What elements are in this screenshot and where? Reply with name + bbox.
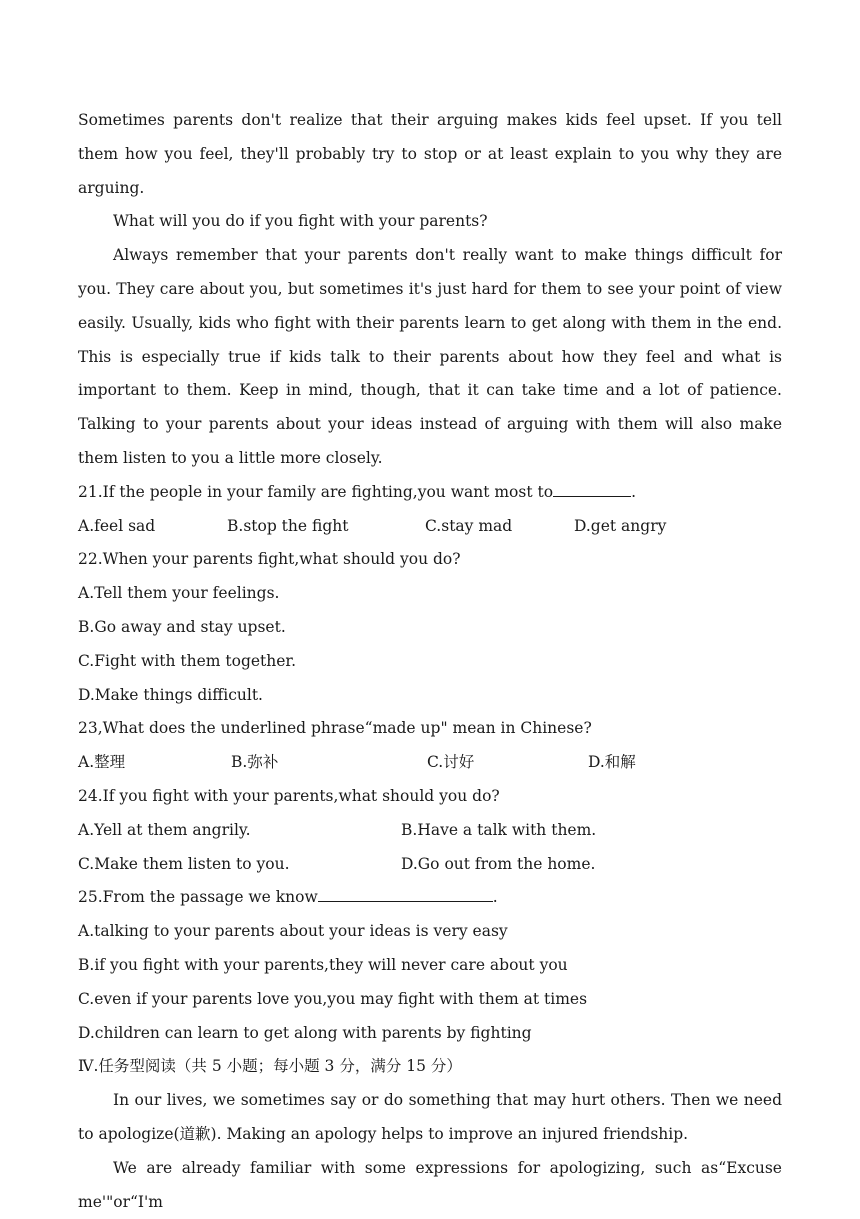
question-23-stem: 23,What does the underlined phrase“made up" mean in Chinese? — [78, 719, 592, 738]
question-23-options — [78, 746, 782, 780]
passage-paragraph-2: What will you do if you fight with your parents? — [113, 212, 488, 231]
option-24-a: A.Yell at them angrily. — [78, 820, 251, 839]
question-25 — [78, 881, 782, 915]
option-23-a: A.整理 — [78, 753, 126, 772]
passage-paragraph-3: Always remember that your parents don't really want to make things difficult for you. They care about you, but sometimes it's just hard for them to see your point of view easily. Usually, kids who fight with their parents learn to get along with them in the end. This is especially true if kids talk to their parents about how they feel and what is important to them. Keep in mind, though, that it can take time and a lot of patience. Talking to your parents about your ideas instead of arguing with them will also make them listen to you a little more closely. — [78, 246, 782, 467]
option-22-b: B.Go away and stay upset. — [78, 617, 286, 636]
option-23-d: D.和解 — [588, 753, 636, 772]
question-24-options-row-1 — [78, 814, 782, 848]
option-23-c: C.讨好 — [427, 753, 475, 772]
question-21-end: . — [631, 482, 636, 501]
section-4-heading: Ⅳ.任务型阅读（共 5 小题；每小题 3 分，满分 15 分） — [78, 1057, 462, 1076]
option-21-a: A.feel sad — [78, 516, 156, 535]
option-25-b: B.if you fight with your parents,they will never care about you — [78, 955, 568, 974]
option-21-b: B.stop the fight — [227, 516, 349, 535]
option-24-c: C.Make them listen to you. — [78, 854, 290, 873]
passage-paragraph-1: Sometimes parents don't realize that their arguing makes kids feel upset. If you tell them how you feel, they'll probably try to stop or at least explain to you why they are arguing. — [78, 111, 782, 197]
option-24-b: B.Have a talk with them. — [401, 820, 597, 839]
option-24-d: D.Go out from the home. — [401, 854, 596, 873]
option-22-d: D.Make things difficult. — [78, 685, 263, 704]
option-21-d: D.get angry — [574, 516, 667, 535]
question-25-stem: 25.From the passage we know — [78, 888, 318, 907]
question-24-stem: 24.If you fight with your parents,what should you do? — [78, 786, 500, 805]
option-21-c: C.stay mad — [425, 516, 513, 535]
option-25-d: D.children can learn to get along with parents by fighting — [78, 1023, 532, 1042]
question-21-stem: 21.If the people in your family are fighting,you want most to — [78, 482, 554, 501]
option-25-c: C.even if your parents love you,you may fight with them at times — [78, 989, 588, 1008]
answer-blank-21 — [553, 495, 631, 497]
question-24-options-row-2 — [78, 848, 782, 882]
document-page — [78, 104, 782, 1219]
section-4-paragraph-1: In our lives, we sometimes say or do something that may hurt others. Then we need to apologize(道歉). Making an apology helps to improve an injured friendship. — [78, 1091, 782, 1143]
option-25-a: A.talking to your parents about your ideas is very easy — [78, 922, 508, 941]
answer-blank-25 — [318, 900, 493, 902]
option-22-a: A.Tell them your feelings. — [78, 584, 280, 603]
section-4-paragraph-2: We are already familiar with some expressions for apologizing, such as“Excuse me'"or“I'm — [78, 1158, 782, 1211]
question-21 — [78, 476, 782, 510]
option-22-c: C.Fight with them together. — [78, 651, 297, 670]
question-22-stem: 22.When your parents fight,what should you do? — [78, 550, 461, 569]
question-25-end: . — [492, 888, 498, 907]
option-23-b: B.弥补 — [231, 753, 279, 772]
question-21-options — [78, 510, 782, 544]
